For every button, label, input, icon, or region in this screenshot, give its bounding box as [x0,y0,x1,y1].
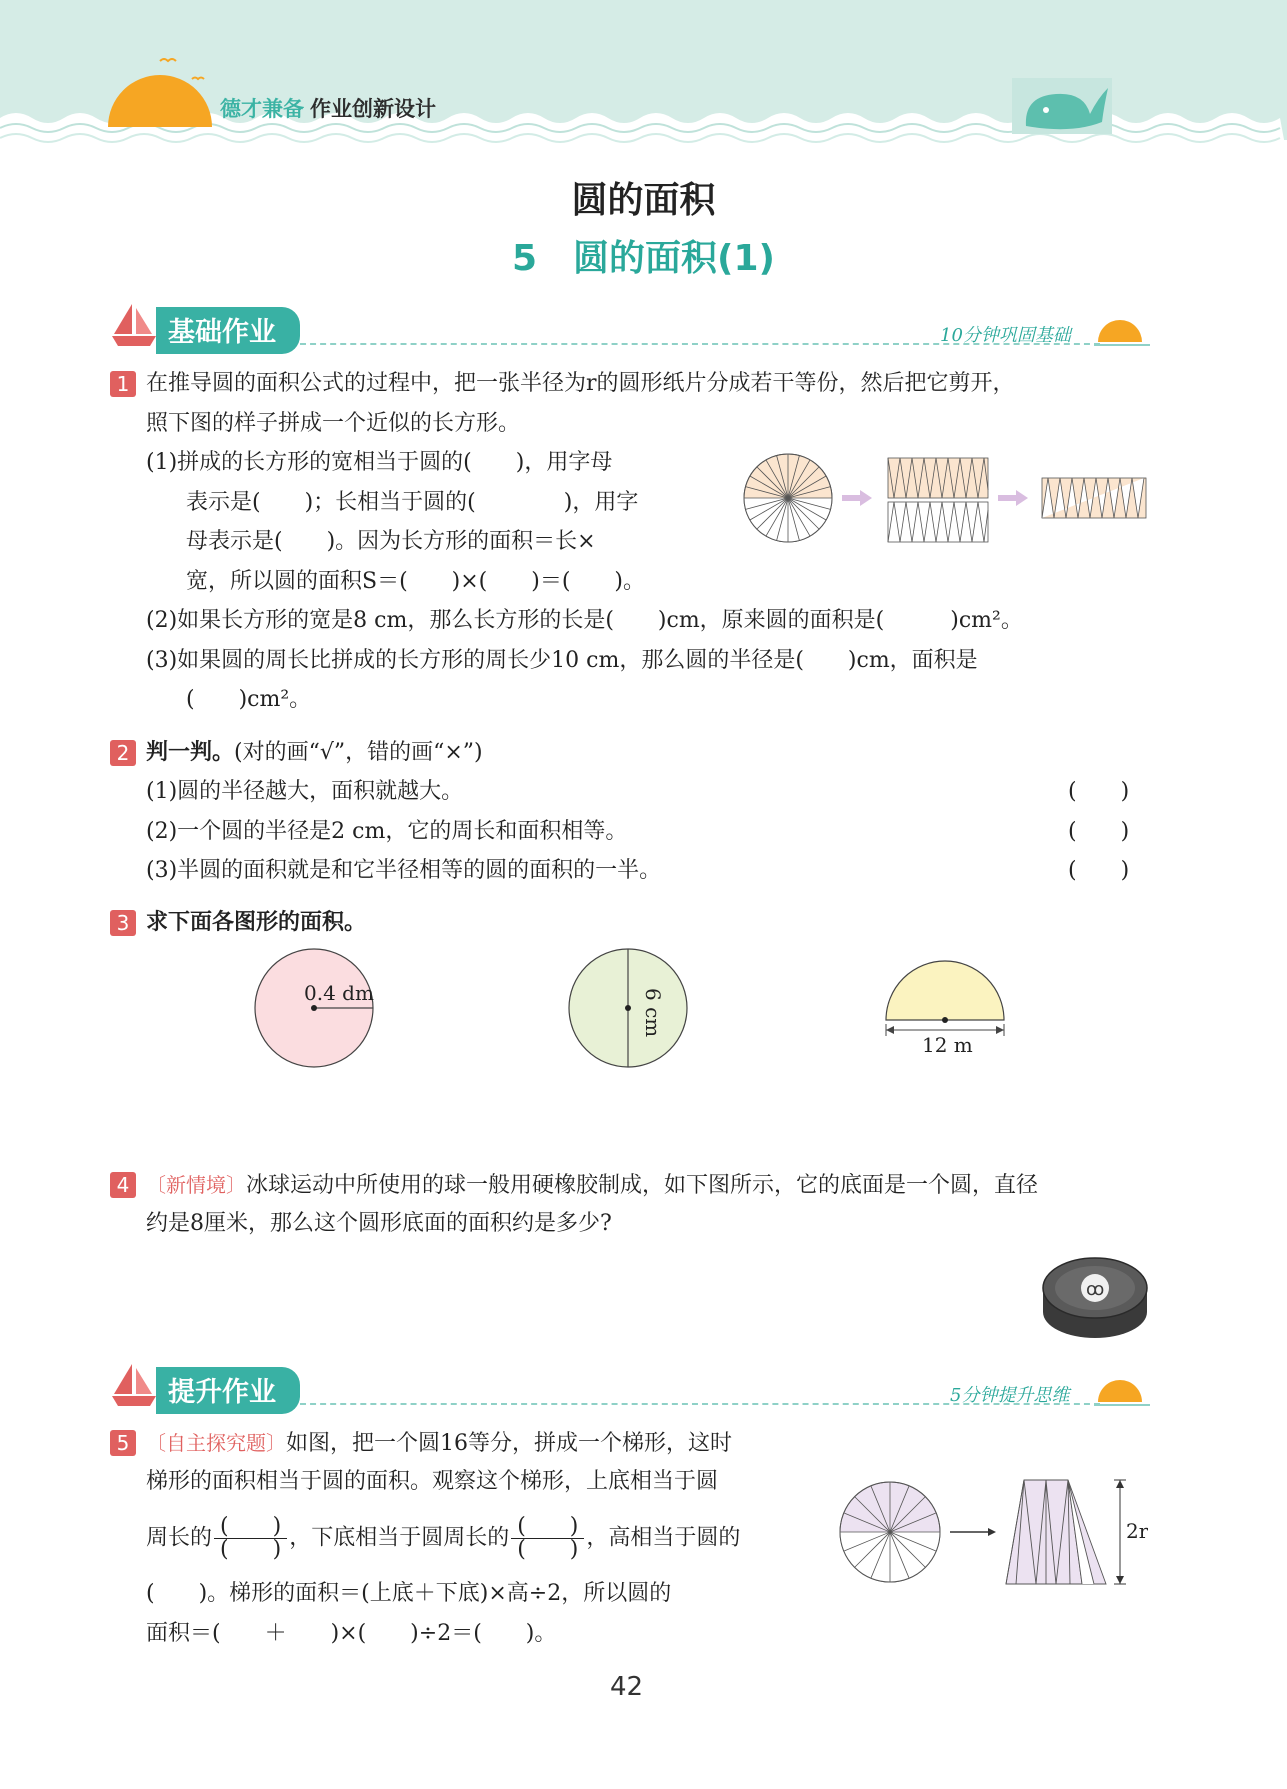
svg-text:ꝏ: ꝏ [1086,1279,1105,1300]
q5-text3a: 周长的 [146,1525,213,1551]
q3-figure-semicircle [880,956,1010,1060]
q1-text-line2: 照下图的样子拼成一个近似的长方形。 [146,411,521,436]
q5-text3b: ，下底相当于圆周长的 [289,1525,510,1551]
q3-fig1-label: 0.4 dm [304,981,374,1005]
section-basic-note: 10分钟巩固基础 [940,325,1071,346]
q1-circle-to-rectangle-figure [740,450,1150,550]
brand-green-text: 德才兼备 [220,97,304,121]
q5-tag: 〔自主探究题〕 [146,1431,286,1455]
sliced-circle [744,454,832,542]
q2-hint: (对的画“√”，错的画“×”) [234,740,483,765]
q2-item-3: (3)半圆的面积就是和它半径相等的圆的面积的一半。 [146,858,662,883]
q1-number: 1 [110,371,136,397]
sixteen-part-circle [840,1482,940,1582]
q1-sub1-line4: 宽，所以圆的面积S＝( )×( )＝( )。 [186,569,646,594]
q1-text-line1: 在推导圆的面积公式的过程中，把一张半径为r的圆形纸片分成若干等份，然后把它剪开， [146,371,1015,396]
q5-number: 5 [110,1430,136,1456]
section-advanced-label: 提升作业 [156,1367,300,1414]
q2-answer-blank-2[interactable]: ( ) [1068,819,1130,844]
q2-item-2: (2)一个圆的半径是2 cm，它的周长和面积相等。 [146,819,628,844]
small-sun-icon [1094,1374,1150,1410]
brand-title [220,93,436,123]
q4-text-line1 [146,1165,1038,1206]
two-rows-sectors [888,458,988,542]
sailboat-icon [110,300,158,348]
q1-sub1-line1: (1)拼成的长方形的宽相当于圆的( )，用字母 [146,450,613,475]
approx-rectangle [1042,478,1146,518]
q4-text-line2: 约是8厘米，那么这个圆形底面的面积约是多少? [146,1211,612,1236]
sailboat-icon [110,1360,158,1408]
page-number: 42 [610,1672,644,1702]
trapezoid [1006,1480,1106,1584]
section-advanced-note: 5分钟提升思维 [950,1385,1070,1406]
q3-title: 求下面各图形的面积。 [146,910,367,935]
q5-text-line5: 面积＝( ＋ )×( )÷2＝( )。 [146,1621,557,1646]
q2-answer-blank-3[interactable]: ( ) [1068,858,1130,883]
q1-sub1-line2: 表示是( )；长相当于圆的( )，用字 [186,490,639,515]
q2-heading [146,733,483,773]
brand-dark-text: 作业创新设计 [310,97,436,121]
q5-text-line4: ( )。梯形的面积＝(上底＋下底)×高÷2，所以圆的 [146,1581,672,1606]
q2-title: 判一判。 [146,740,235,765]
q3-figure-circle-radius [250,948,380,1072]
whale-icon [1012,70,1112,134]
q3-fig3-label: 12 m [922,1033,973,1057]
q5-circle-to-trapezoid-figure [838,1476,1148,1596]
q1-sub2: (2)如果长方形的宽是8 cm，那么长方形的长是( )cm，原来圆的面积是( )cm²。 [146,608,1023,633]
hockey-puck-image [1040,1250,1150,1342]
q3-number: 3 [110,910,136,936]
q3-fig2-label: 6 cm [641,988,665,1038]
q4-text1: 冰球运动中所使用的球一般用硬橡胶制成，如下图所示，它的底面是一个圆，直径 [246,1173,1039,1198]
q5-fraction-blank-1[interactable]: $\frac{( )}{( )}$ [214,1516,287,1561]
section-basic-label: 基础作业 [156,307,300,354]
q4-number: 4 [110,1172,136,1198]
q4-tag: 〔新情境〕 [146,1173,246,1197]
q5-text-line2: 梯形的面积相当于圆的面积。观察这个梯形，上底相当于圆 [146,1469,719,1494]
small-sun-icon [1094,314,1150,350]
q5-text-line3 [146,1516,740,1561]
q5-text-line1 [146,1423,732,1464]
q2-answer-blank-1[interactable]: ( ) [1068,779,1130,804]
lesson-title: 5 圆的面积(1) [511,238,775,279]
q5-fraction-blank-2[interactable]: $\frac{( )}{( )}$ [511,1516,584,1561]
q2-item-1: (1)圆的半径越大，面积就越大。 [146,779,464,804]
q3-figure-circle-diameter [566,948,690,1072]
sun-logo-icon [100,55,220,135]
q2-number: 2 [110,740,136,766]
q5-text1: 如图，把一个圆16等分，拼成一个梯形，这时 [286,1431,732,1456]
q1-sub3-line1: (3)如果圆的周长比拼成的长方形的周长少10 cm，那么圆的半径是( )cm，面积是 [146,648,978,673]
chapter-title: 圆的面积 [571,180,716,221]
q5-text3c: ，高相当于圆的 [586,1525,741,1551]
q1-sub1-line3: 母表示是( )。因为长方形的面积＝长× [186,529,596,554]
q5-fig-label: 2r [1126,1519,1148,1543]
q1-sub3-line2: ( )cm²。 [186,687,312,712]
